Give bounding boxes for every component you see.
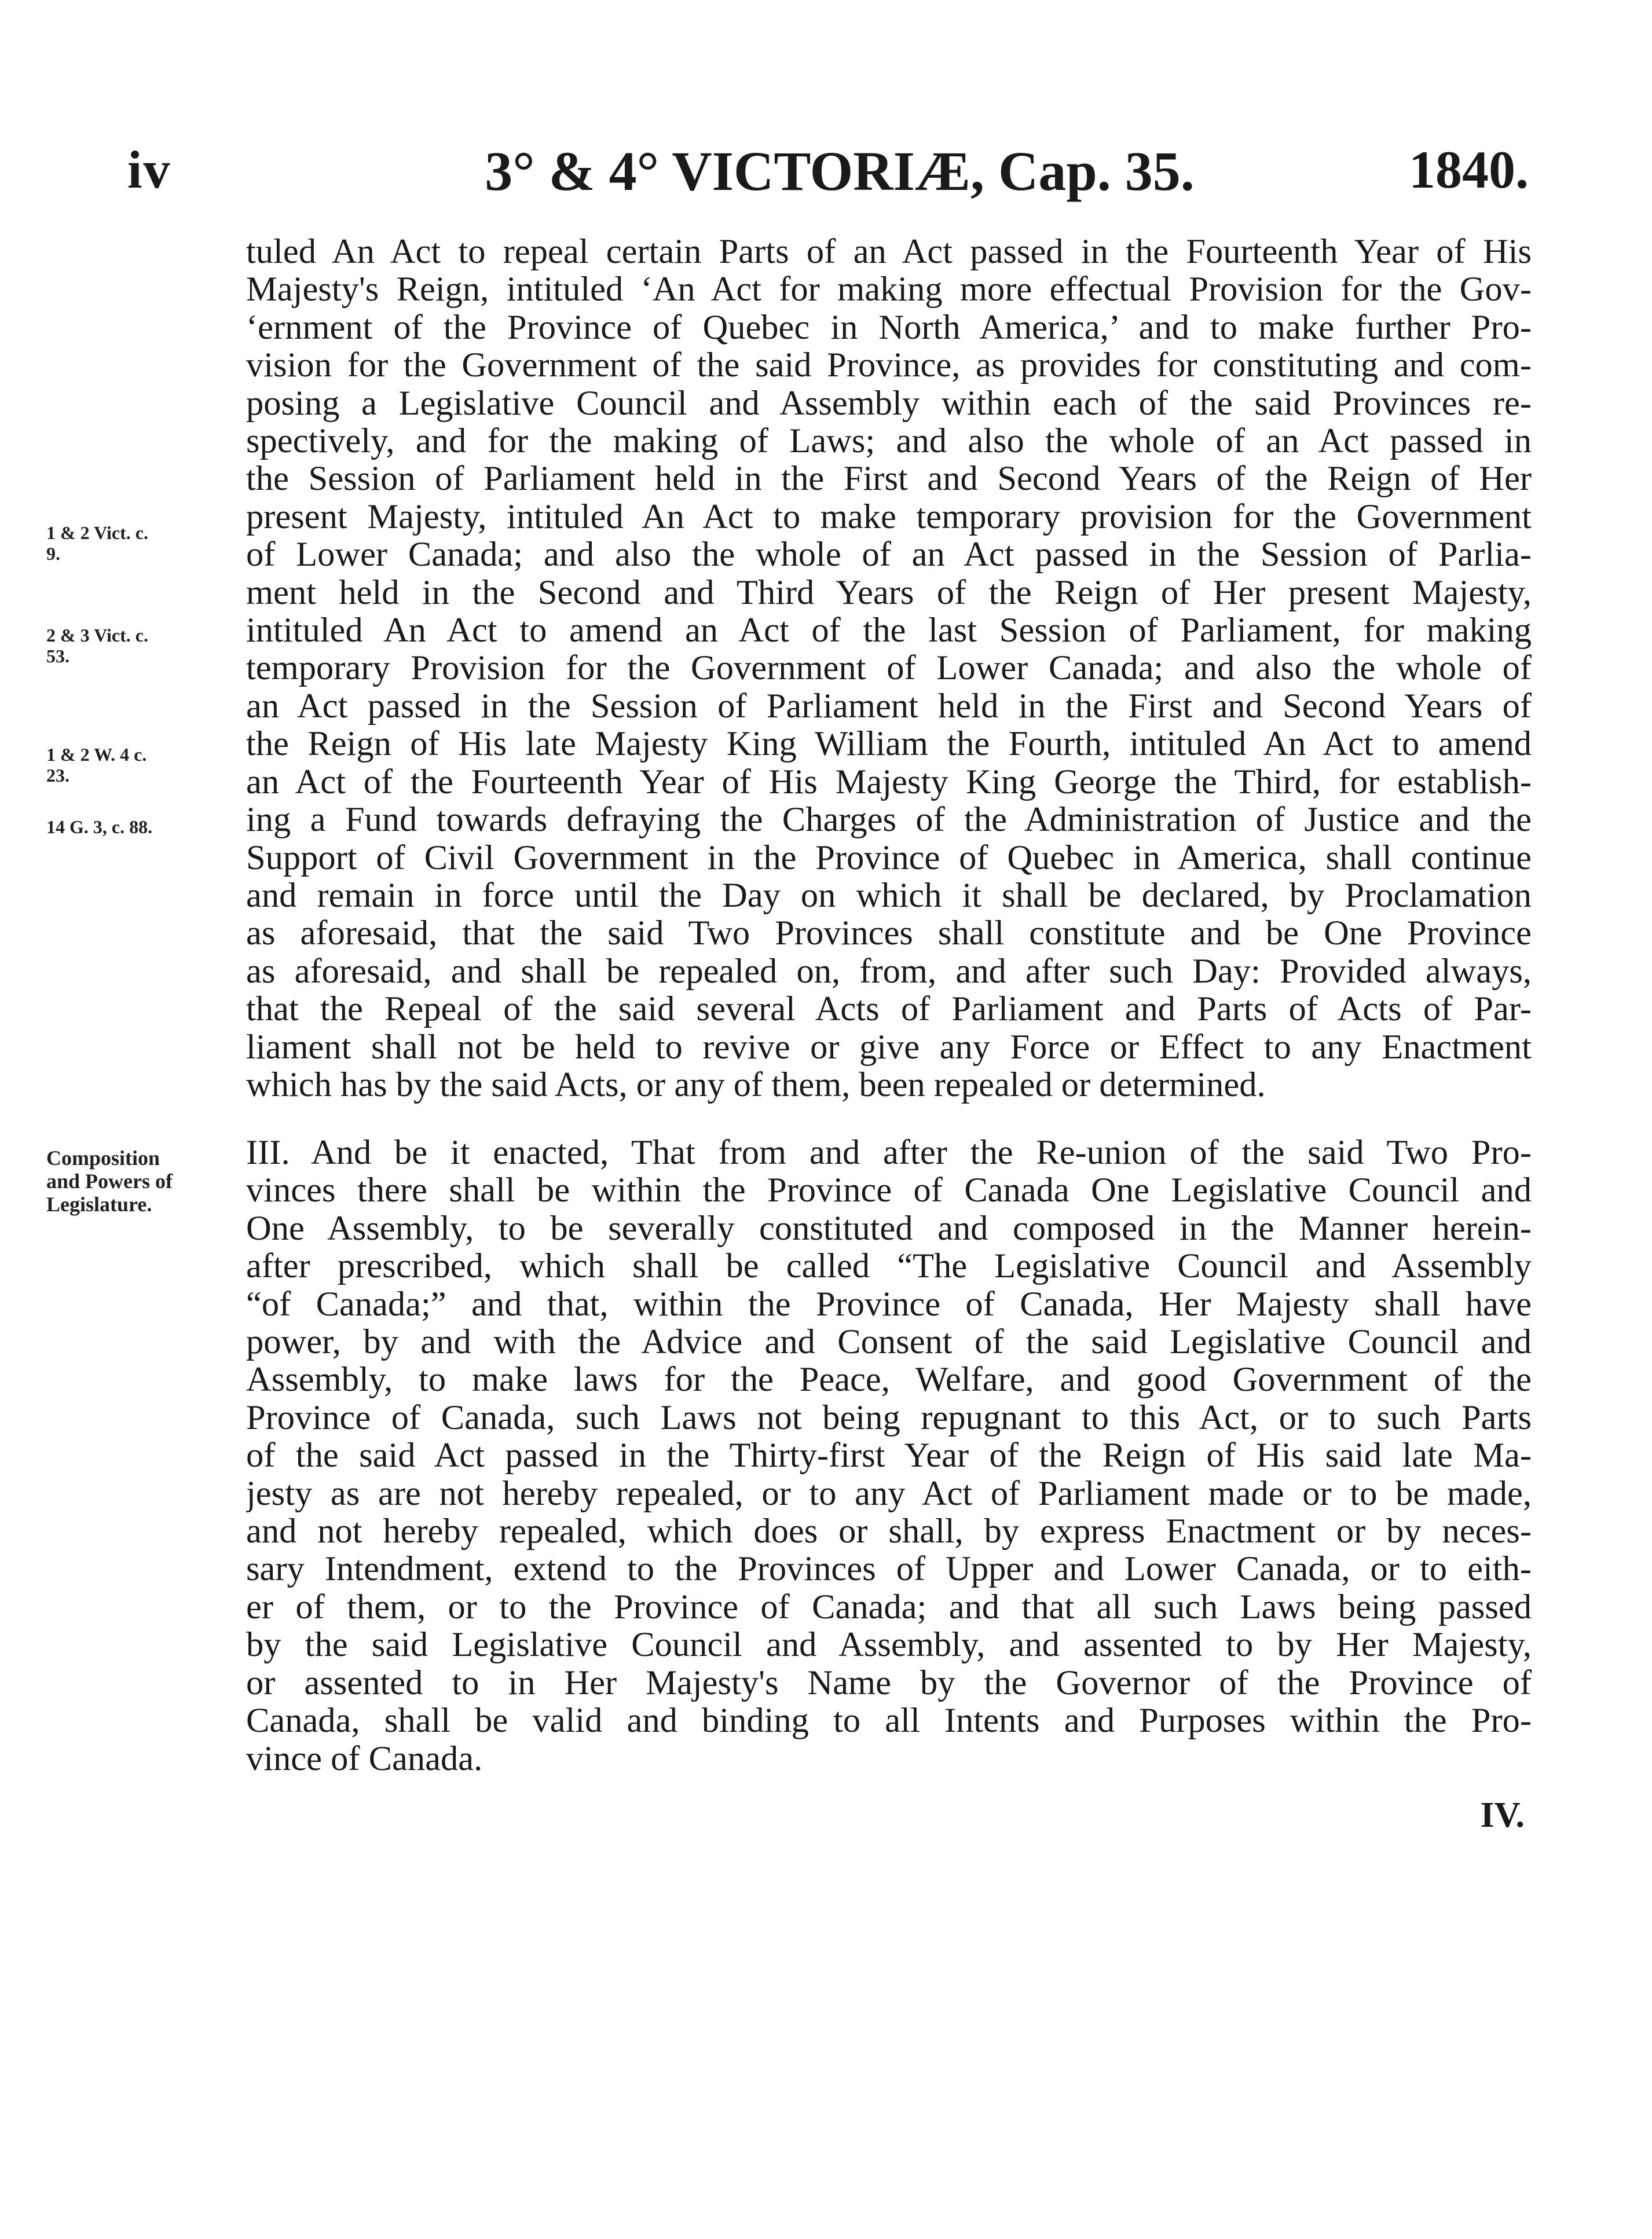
- text-line: III. And be it enacted, That from and after the Re-union of the said Two Pro-: [246, 1134, 1532, 1172]
- running-title: 3° & 4° VICTORIÆ, Cap. 35.: [485, 140, 1195, 202]
- text-line: ing a Fund towards defraying the Charges of the Administration of Justice and the: [246, 801, 1532, 839]
- text-line: vision for the Government of the said Province, as provides for constituting and com-: [246, 346, 1532, 384]
- text-line: One Assembly, to be severally constituted and composed in the Manner herein-: [246, 1209, 1532, 1248]
- text-line: jesty as are not hereby repealed, or to any Act of Parliament made or to be made,: [246, 1474, 1532, 1513]
- text-line: posing a Legislative Council and Assembly within each of the said Provinces re-: [246, 384, 1532, 423]
- text-line: Majesty's Reign, intituled ‘An Act for making more effectual Provision for the Gov-: [246, 270, 1532, 309]
- page-header: [127, 139, 1529, 214]
- text-line: liament shall not be held to revive or give any Force or Effect to any Enactment: [246, 1028, 1532, 1066]
- text-line: an Act passed in the Session of Parliament held in the First and Second Years of: [246, 687, 1532, 725]
- text-line: er of them, or to the Province of Canada; and that all such Laws being passed: [246, 1588, 1532, 1626]
- margin-note-14-g3-c88: 14 G. 3, c. 88.: [46, 816, 153, 837]
- text-line: Province of Canada, such Laws not being repugnant to this Act, or to such Parts: [246, 1398, 1532, 1437]
- text-line: ‘ernment of the Province of Quebec in North America,’ and to make further Pro-: [246, 308, 1532, 347]
- text-line: that the Repeal of the said several Acts of Parliament and Parts of Acts of Par-: [246, 990, 1532, 1028]
- margin-note-2-3-vict-c53: 2 & 3 Vict. c. 53.: [46, 625, 148, 666]
- page-number: iv: [127, 140, 171, 199]
- text-line: Assembly, to make laws for the Peace, Welfare, and good Government of the: [246, 1361, 1532, 1399]
- text-line: intituled An Act to amend an Act of the last Session of Parliament, for making: [246, 611, 1532, 650]
- margin-note-composition: Composition and Powers of Legislature.: [46, 1146, 173, 1216]
- text-line: vinces there shall be within the Province of Canada One Legislative Council and: [246, 1171, 1532, 1210]
- text-line: an Act of the Fourteenth Year of His Majesty King George the Third, for establish-: [246, 763, 1532, 801]
- text-line: Canada, shall be valid and binding to all Intents and Purposes within the Pro-: [246, 1702, 1532, 1740]
- text-line: which has by the said Acts, or any of them, been repealed or determined.: [246, 1065, 1266, 1104]
- text-line: vince of Canada.: [246, 1739, 483, 1778]
- text-line: as aforesaid, and shall be repealed on, from, and after such Day: Provided always,: [246, 952, 1532, 991]
- text-line: as aforesaid, that the said Two Provinces shall constitute and be One Province: [246, 914, 1532, 952]
- catchword: IV.: [1480, 1795, 1525, 1835]
- text-line: spectively, and for the making of Laws; and also the whole of an Act passed in: [246, 422, 1532, 460]
- text-line: of the said Act passed in the Thirty-first Year of the Reign of His said late Ma-: [246, 1437, 1532, 1475]
- header-year: 1840.: [1409, 140, 1529, 199]
- text-line: or assented to in Her Majesty's Name by the Governor of the Province of: [246, 1663, 1532, 1702]
- text-line: Support of Civil Government in the Province of Quebec in America, shall continue: [246, 838, 1532, 877]
- margin-note-1-2-vict-c9: 1 & 2 Vict. c. 9.: [46, 522, 148, 564]
- section-iii-paragraph: [246, 1134, 1532, 1778]
- text-line: “of Canada;” and that, within the Province of Canada, Her Majesty shall have: [246, 1285, 1532, 1324]
- text-line: sary Intendment, extend to the Provinces of Upper and Lower Canada, or to eith-: [246, 1550, 1532, 1588]
- text-line: of Lower Canada; and also the whole of an Act passed in the Session of Parlia-: [246, 536, 1532, 574]
- text-line: present Majesty, intituled An Act to make temporary provision for the Government: [246, 497, 1532, 536]
- text-line: after prescribed, which shall be called “The Legislative Council and Assembly: [246, 1247, 1532, 1285]
- text-line: power, by and with the Advice and Consent of the said Legislative Council and: [246, 1323, 1532, 1361]
- margin-note-1-2-w4-c23: 1 & 2 W. 4 c. 23.: [46, 744, 147, 786]
- text-line: and not hereby repealed, which does or shall, by express Enactment or by neces-: [246, 1512, 1532, 1551]
- section-ii-continuation: [246, 233, 1532, 1104]
- text-line: the Session of Parliament held in the First and Second Years of the Reign of Her: [246, 460, 1532, 498]
- text-line: and remain in force until the Day on which it shall be declared, by Proclamation: [246, 876, 1532, 915]
- text-line: temporary Provision for the Government of Lower Canada; and also the whole of: [246, 649, 1532, 687]
- text-line: ment held in the Second and Third Years of the Reign of Her present Majesty,: [246, 573, 1532, 612]
- text-line: the Reign of His late Majesty King William the Fourth, intituled An Act to amend: [246, 725, 1532, 763]
- text-line: by the said Legislative Council and Assembly, and assented to by Her Majesty,: [246, 1626, 1532, 1664]
- text-line: tuled An Act to repeal certain Parts of an Act passed in the Fourteenth Year of His: [246, 233, 1532, 271]
